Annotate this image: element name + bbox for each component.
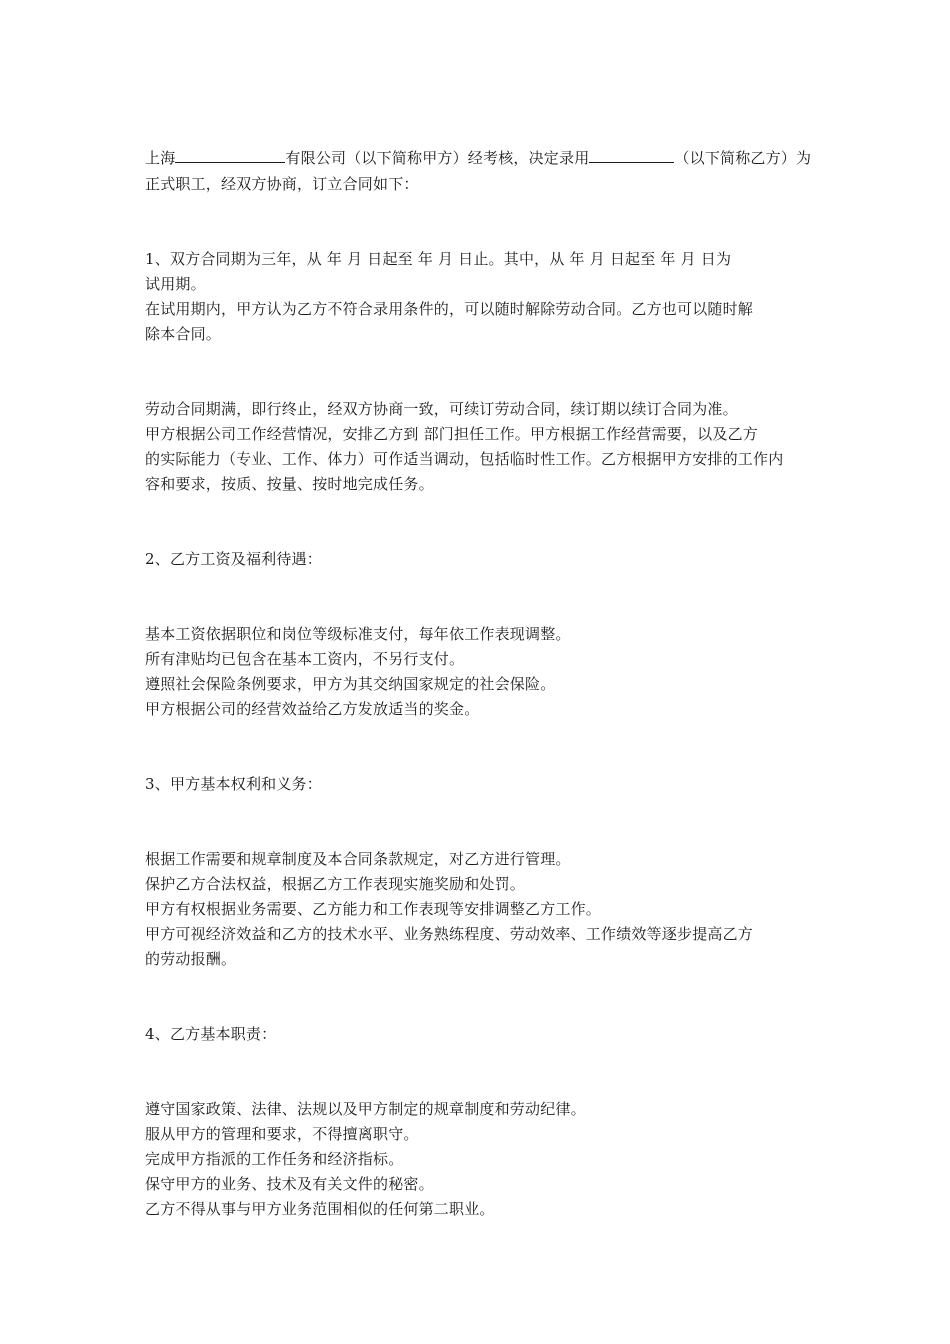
para2-line: 容和要求，按质、按量、按时地完成任务。	[145, 475, 434, 493]
intro-text: 有限公司（以下简称甲方）经考核，决定录用	[285, 149, 590, 167]
para2-line: 甲方根据公司工作经营情况，安排乙方到 部门担任工作。甲方根据工作经营需要，以及乙方	[145, 425, 758, 443]
section4-item: 乙方不得从事与甲方业务范围相似的任何第二职业。	[145, 1200, 495, 1218]
section2-item: 遵照社会保险条例要求，甲方为其交纳国家规定的社会保险。	[145, 675, 556, 693]
section3-heading: 3、甲方基本权利和义务：	[145, 775, 322, 793]
section3-item: 的劳动报酬。	[145, 950, 237, 968]
intro-text: 上海	[145, 149, 176, 167]
section3-item: 甲方有权根据业务需要、乙方能力和工作表现等安排调整乙方工作。	[145, 900, 602, 918]
section1-line: 试用期。	[145, 275, 206, 293]
section3-item: 保护乙方合法权益，根据乙方工作表现实施奖励和处罚。	[145, 875, 526, 893]
section4-heading: 4、乙方基本职责：	[145, 1025, 277, 1043]
intro-line-2: 正式职工，经双方协商，订立合同如下：	[145, 175, 419, 193]
section4-item: 遵守国家政策、法律、法规以及甲方制定的规章制度和劳动纪律。	[145, 1100, 586, 1118]
section3-item: 根据工作需要和规章制度及本合同条款规定，对乙方进行管理。	[145, 850, 571, 868]
section1-line: 1、双方合同期为三年，从 年 月 日起至 年 月 日止。其中，从 年 月 日起至 年 月 日为	[145, 250, 732, 268]
section2-item: 基本工资依据职位和岗位等级标准支付，每年依工作表现调整。	[145, 625, 571, 643]
section2-heading: 2、乙方工资及福利待遇：	[145, 550, 322, 568]
section1-line: 除本合同。	[145, 325, 222, 343]
para2-line: 劳动合同期满，即行终止，经双方协商一致，可续订劳动合同，续订期以续订合同为准。	[145, 400, 738, 418]
section3-item: 甲方可视经济效益和乙方的技术水平、业务熟练程度、劳动效率、工作绩效等逐步提高乙方	[145, 925, 754, 943]
company-name-blank	[175, 147, 285, 163]
section1-line: 在试用期内，甲方认为乙方不符合录用条件的，可以随时解除劳动合同。乙方也可以随时解	[145, 300, 754, 318]
section4-item: 保守甲方的业务、技术及有关文件的秘密。	[145, 1175, 434, 1193]
para2-line: 的实际能力（专业、工作、体力）可作适当调动，包括临时性工作。乙方根据甲方安排的工作内	[145, 450, 784, 468]
section4-item: 完成甲方指派的工作任务和经济指标。	[145, 1150, 404, 1168]
section2-item: 甲方根据公司的经营效益给乙方发放适当的奖金。	[145, 700, 480, 718]
section2-item: 所有津贴均已包含在基本工资内，不另行支付。	[145, 650, 465, 668]
intro-text: （以下简称乙方）为	[674, 149, 812, 167]
section4-item: 服从甲方的管理和要求，不得擅离职守。	[145, 1125, 419, 1143]
employee-name-blank	[589, 147, 674, 163]
intro-line-1	[145, 146, 815, 170]
